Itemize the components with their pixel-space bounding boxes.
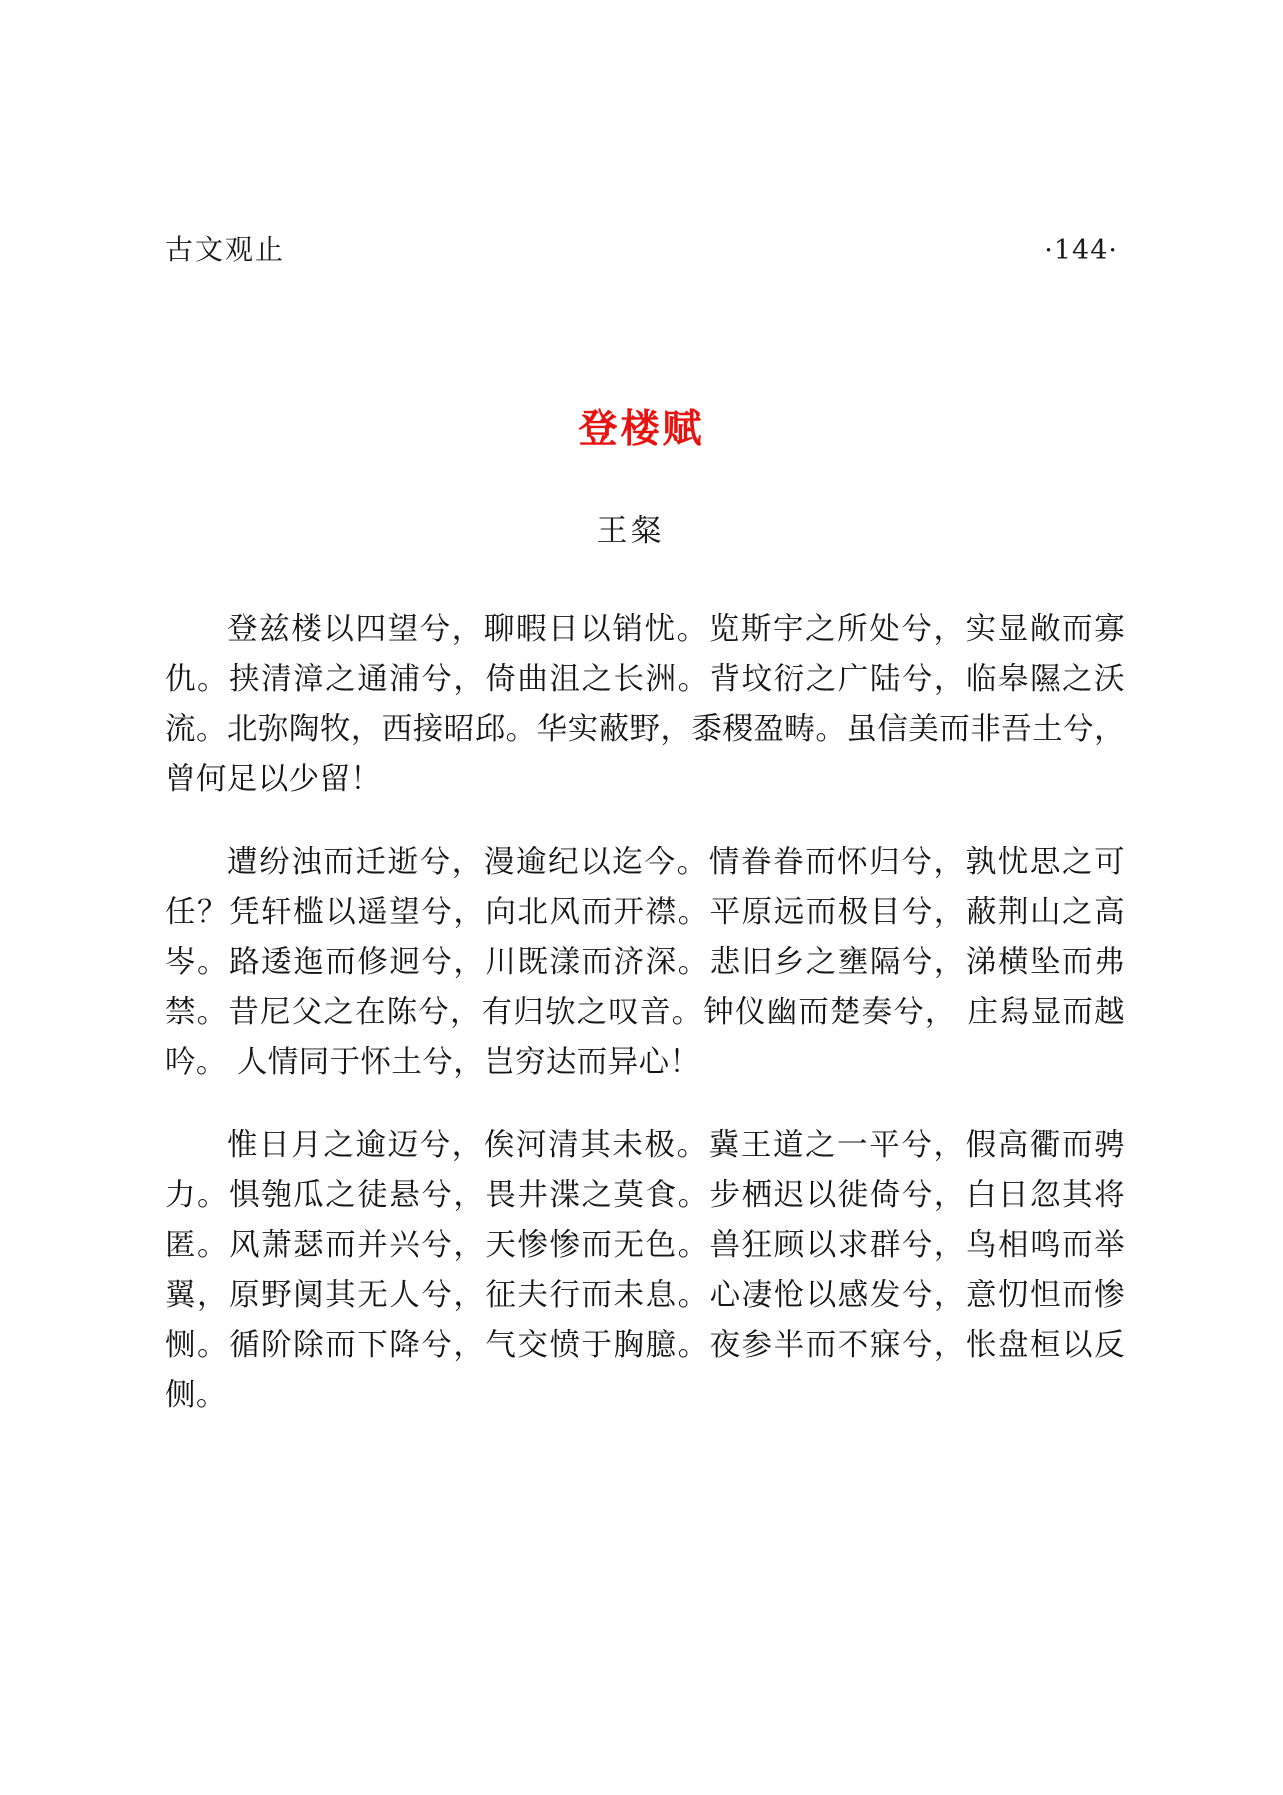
- paragraph: 惟日月之逾迈兮，俟河清其未极。冀王道之一平兮，假高衢而骋力。惧匏瓜之徒悬兮，畏井渫之莫食。步栖迟以徙倚兮，白日忽其将匿。风萧瑟而并兴兮，天惨惨而无色。兽狂顾以求群兮，鸟相鸣而举翼，原野阒其无人兮，征夫行而未息。心凄怆以感发兮，意忉怛而惨恻。循阶除而下降兮，气交愤于胸臆。夜参半而不寐兮，怅盘桓以反侧。: [165, 1128, 1125, 1413]
- paragraph: 遭纷浊而迁逝兮，漫逾纪以迄今。情眷眷而怀归兮，孰忧思之可任？凭轩槛以遥望兮，向北风而开襟。平原远而极目兮，蔽荆山之高岑。路逶迤而修迥兮，川既漾而济深。悲旧乡之壅隔兮，涕横坠而弗禁。昔尼父之在陈兮，有归欤之叹音。钟仪幽而楚奏兮， 庄舄显而越吟。 人情同于怀土兮，岂穷达而异心！: [165, 845, 1125, 1080]
- page-header: [165, 228, 1118, 274]
- author-name: 王粲: [596, 513, 665, 549]
- page-title: 登楼赋: [578, 407, 705, 452]
- paragraph: 登兹楼以四望兮，聊暇日以销忧。览斯宇之所处兮，实显敞而寡仇。挟清漳之通浦兮，倚曲沮之长洲。背坟衍之广陆兮，临皋隰之沃流。北弥陶牧，西接昭邱。华实蔽野，黍稷盈畴。虽信美而非吾土兮，曾何足以少留！: [165, 612, 1125, 797]
- page-number: ·144·: [1044, 235, 1118, 266]
- body-text: [165, 605, 1125, 1421]
- book-title: 古文观止: [165, 233, 286, 266]
